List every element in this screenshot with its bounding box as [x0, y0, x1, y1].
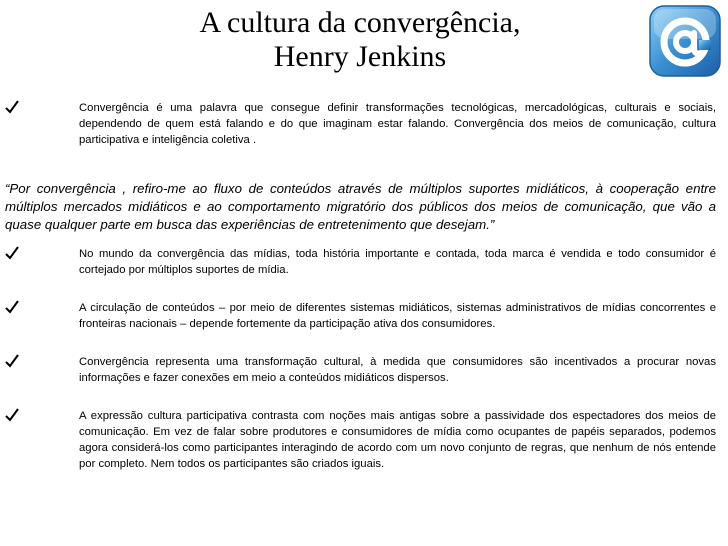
bullet-text: Convergência representa uma transformação cultural, à medida que consumidores são incentivados a procurar novas informações e fazer conexões em meio a conteúdos midiáticos dispersos.	[79, 356, 716, 384]
bullet-item	[0, 246, 722, 278]
checkmark-icon	[5, 245, 19, 261]
slide-title	[80, 6, 640, 74]
title-line-1: A cultura da convergência,	[199, 6, 521, 39]
bullet-item	[0, 100, 722, 148]
title-line-2: Henry Jenkins	[273, 40, 447, 73]
checkmark-icon	[5, 407, 19, 423]
bullet-item	[0, 300, 722, 332]
at-sign-icon	[648, 4, 722, 78]
bullet-text: A circulação de conteúdos – por meio de diferentes sistemas midiáticos, sistemas administrativos de mídias concorrentes e fronteiras nacionais – depende fortemente da participação ativa dos consumidores.	[79, 302, 716, 330]
bullet-item	[0, 408, 722, 472]
bullet-text: No mundo da convergência das mídias, toda história importante e contada, toda marca é vendida e todo consumidor é cortejado por múltiplos suportes de mídia.	[79, 248, 716, 276]
checkmark-icon	[5, 299, 19, 315]
bullet-item	[0, 354, 722, 386]
checkmark-icon	[5, 353, 19, 369]
slide-content	[0, 100, 722, 472]
bullet-text: Convergência é uma palavra que consegue definir transformações tecnológicas, mercadológicas, culturais e sociais, dependendo de quem está falando e do que imaginam estar falando. Convergência dos meios de comunicação, cultura participativa e inteligência coletiva .	[79, 102, 716, 146]
bullet-text: A expressão cultura participativa contrasta com noções mais antigas sobre a passividade dos espectadores dos meios de comunicação. Em vez de falar sobre produtores e consumidores de mídia como ocupantes de papéis separados, podemos agora considerá-los como participantes interagindo de acordo com um novo conjunto de regras, que nenhum de nós entende por completo. Nem todos os participantes são criados iguais.	[79, 410, 716, 470]
checkmark-icon	[5, 99, 19, 115]
jenkins-quote: “Por convergência , refiro-me ao fluxo de conteúdos através de múltiplos suportes midiáticos, à cooperação entre múltiplos mercados midiáticos e ao comportamento migratório dos públicos dos meios de comunicação, que vão a quase qualquer parte em busca das experiências de entretenimento que desejam.”	[5, 181, 716, 232]
